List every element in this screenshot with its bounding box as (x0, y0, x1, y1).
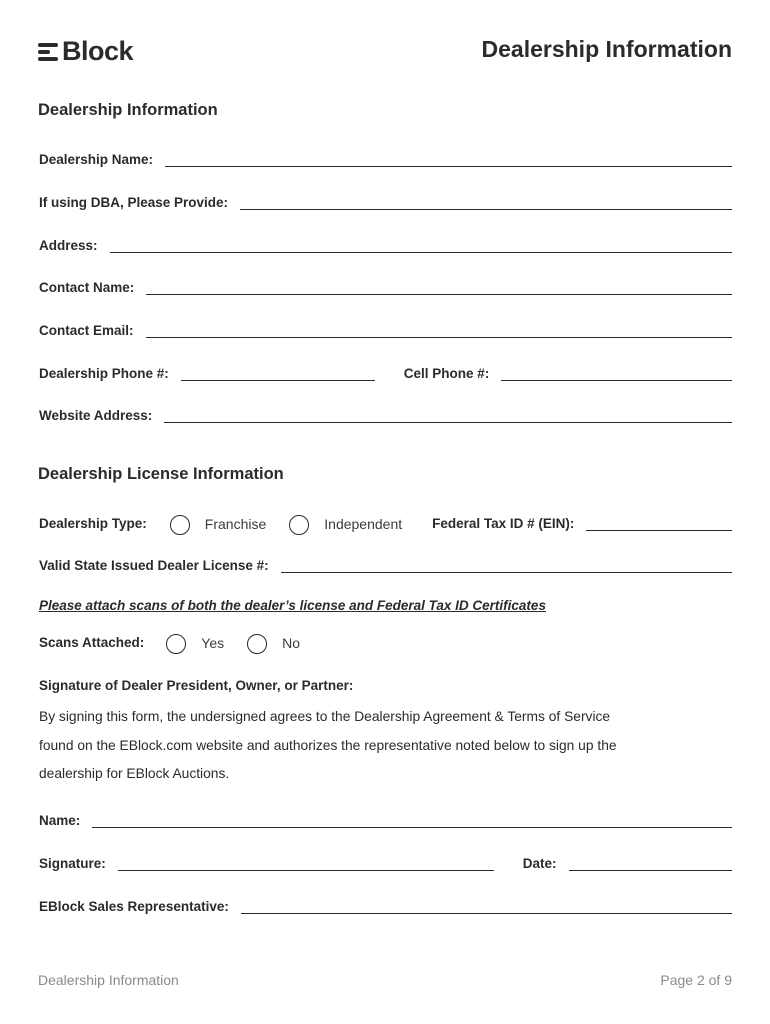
eblock-logo-text: Block (62, 36, 134, 66)
contact-email-row (39, 317, 732, 339)
franchise-radio[interactable] (170, 515, 190, 535)
sales-rep-field[interactable] (241, 913, 732, 914)
scans-yes-radio[interactable] (166, 634, 186, 654)
dealership-phone-field[interactable] (181, 380, 375, 381)
signature-label: Signature: (39, 856, 106, 871)
dealership-type-label: Dealership Type: (39, 516, 147, 531)
independent-option-label: Independent (324, 516, 403, 532)
website-row (39, 402, 732, 424)
signature-heading: Signature of Dealer President, Owner, or Partner: (39, 678, 354, 693)
dba-field[interactable] (240, 209, 732, 210)
signer-name-row (39, 807, 732, 829)
address-row (39, 232, 732, 254)
dealership-info-heading: Dealership Information (38, 101, 218, 119)
dealer-license-label: Valid State Issued Dealer License #: (39, 558, 269, 573)
agreement-line-2: found on the EBlock.com website and authorizes the representative noted below to sign up the (39, 737, 617, 753)
sales-rep-label: EBlock Sales Representative: (39, 899, 229, 914)
scans-attached-label: Scans Attached: (39, 635, 145, 650)
attach-scans-note: Please attach scans of both the dealer’s license and Federal Tax ID Certificates (39, 598, 546, 613)
date-label: Date: (522, 856, 557, 871)
dba-label: If using DBA, Please Provide: (39, 195, 229, 210)
footer-section-name: Dealership Information (38, 972, 179, 988)
address-label: Address: (39, 238, 98, 253)
signature-row (39, 850, 732, 872)
ein-label: Federal Tax ID # (EIN): (432, 516, 575, 531)
dealership-phone-label: Dealership Phone #: (39, 366, 169, 381)
dealership-name-field[interactable] (165, 166, 732, 167)
signer-name-label: Name: (39, 813, 81, 828)
contact-email-field[interactable] (146, 337, 732, 338)
website-field[interactable] (164, 422, 732, 423)
date-field[interactable] (569, 870, 732, 871)
sales-rep-row (39, 893, 732, 915)
eblock-logo-mark (38, 40, 60, 62)
signature-heading-row (39, 672, 732, 694)
agreement-line-1: By signing this form, the undersigned agrees to the Dealership Agreement & Terms of Service (39, 709, 611, 724)
franchise-option-label: Franchise (204, 516, 267, 532)
signer-name-field[interactable] (92, 827, 732, 828)
dealership-name-label: Dealership Name: (39, 152, 154, 167)
document-title: Dealership Information (481, 36, 732, 62)
scans-attached-row (39, 629, 732, 651)
website-label: Website Address: (39, 408, 153, 423)
scans-yes-label: Yes (201, 635, 225, 651)
independent-radio[interactable] (289, 515, 309, 535)
agreement-paragraph (39, 703, 699, 789)
scans-no-radio[interactable] (247, 634, 267, 654)
dba-row (39, 189, 732, 211)
footer-page-number: Page 2 of 9 (660, 972, 732, 988)
dealer-license-field[interactable] (281, 572, 732, 573)
license-info-heading: Dealership License Information (38, 465, 284, 483)
address-field[interactable] (110, 252, 732, 253)
eblock-logo (38, 36, 133, 66)
dealership-name-row (39, 146, 732, 168)
cell-phone-field[interactable] (501, 380, 732, 381)
signature-field[interactable] (118, 870, 494, 871)
cell-phone-label: Cell Phone #: (403, 366, 490, 381)
agreement-line-3: dealership for EBlock Auctions. (39, 766, 230, 781)
ein-field[interactable] (586, 530, 732, 531)
contact-name-field[interactable] (146, 294, 732, 295)
contact-name-label: Contact Name: (39, 280, 135, 295)
dealership-type-row (39, 510, 732, 532)
contact-name-row (39, 274, 732, 296)
phone-row (39, 360, 732, 382)
license-row (39, 552, 732, 574)
scans-no-label: No (282, 635, 301, 651)
contact-email-label: Contact Email: (39, 323, 134, 338)
